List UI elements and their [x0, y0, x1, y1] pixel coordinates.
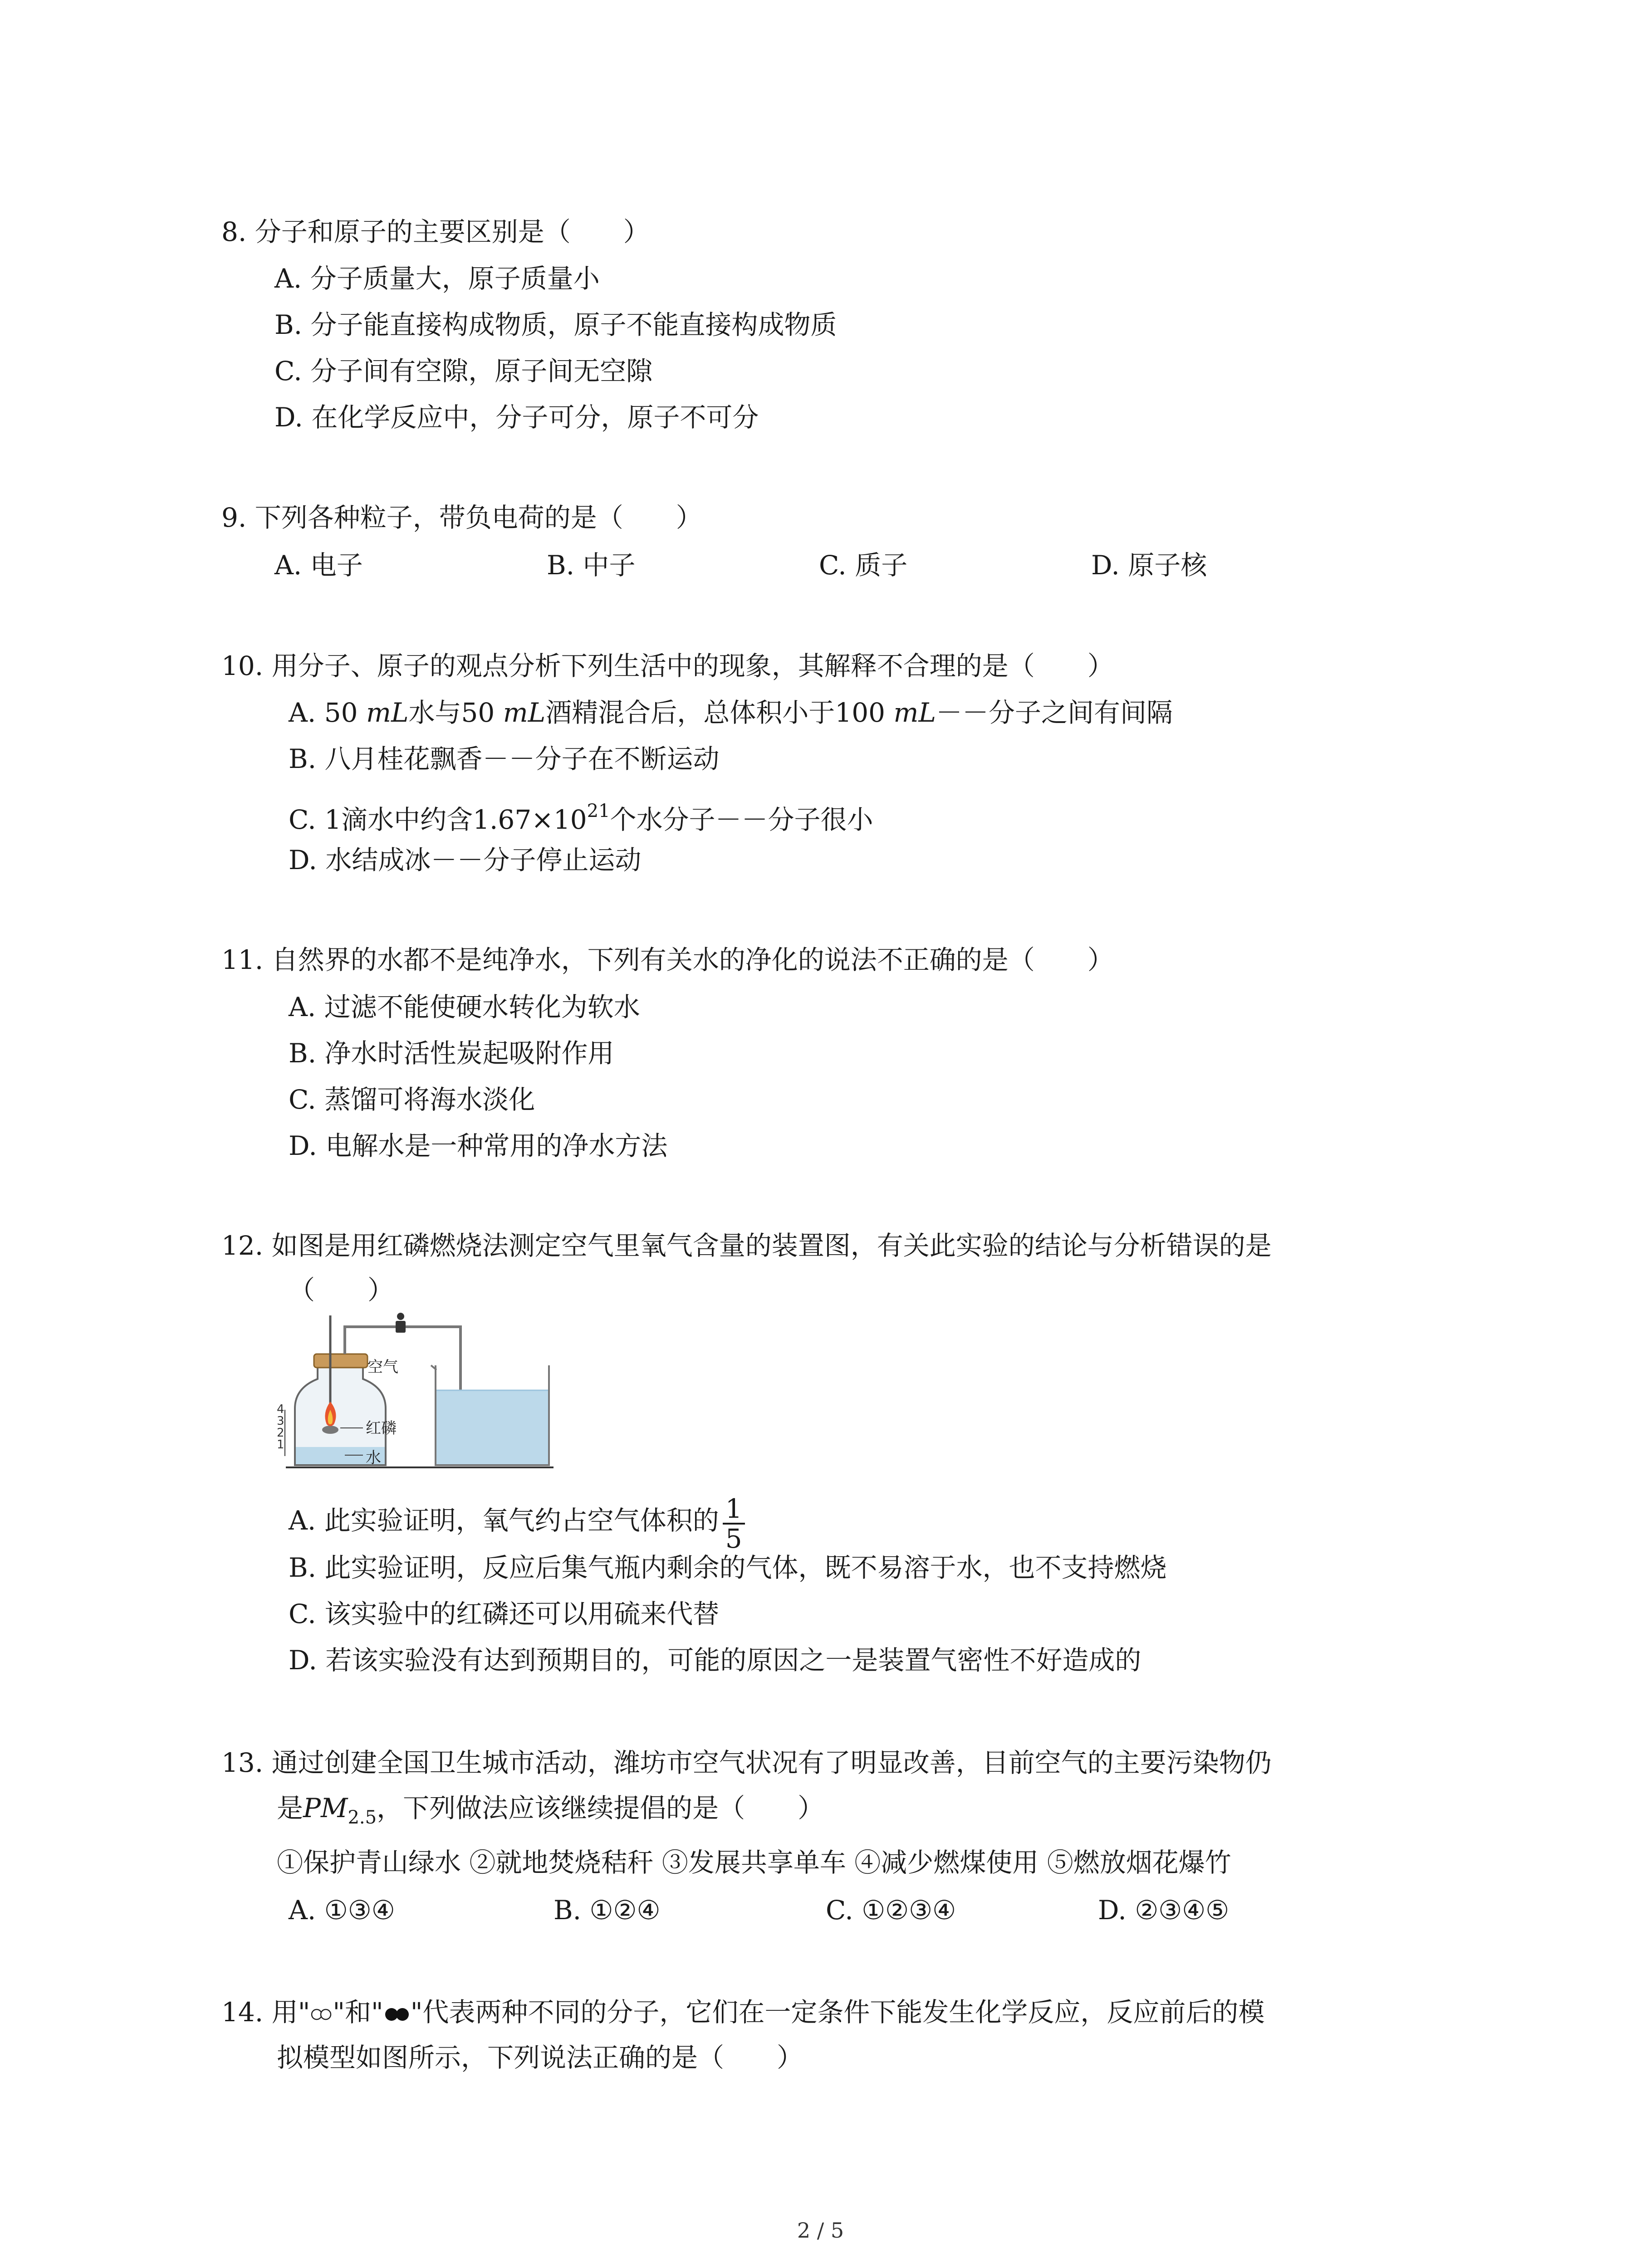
question-stem: 通过创建全国卫生城市活动，潍坊市空气状况有了明显改善，目前空气的主要污染物仍 [271, 1747, 1272, 1778]
red-phosphorus-label: 红磷 [366, 1419, 397, 1437]
question-stem: 下列各种粒子，带负电荷的是（ ） [255, 502, 702, 533]
question-8 [221, 215, 1474, 248]
air-label: 空气 [367, 1358, 398, 1376]
question-number: 8. [221, 216, 247, 247]
option-c: C. 该实验中的红磷还可以用硫来代替 [289, 1598, 720, 1629]
question-11 [221, 943, 1474, 976]
option-b: B. ①②④ [554, 1895, 661, 1926]
question-stem-continued: 是$PM_{2.5}$，下列做法应该继续提倡的是（ ） [277, 1793, 824, 1828]
question-10 [221, 650, 1474, 682]
page-number: 2 / 5 [797, 2218, 844, 2243]
question-number: 10. [221, 650, 264, 681]
option-b: B. 分子能直接构成物质，原子不能直接构成物质 [274, 309, 837, 340]
option-c: C. 蒸馏可将海水淡化 [289, 1084, 535, 1115]
scale-label: 2 [277, 1426, 284, 1440]
option-d: D. 电解水是一种常用的净水方法 [289, 1130, 668, 1161]
scale-label: 1 [277, 1438, 284, 1452]
option-c: C. ①②③④ [826, 1895, 956, 1926]
option-a: A. 此实验证明，氧气约占空气体积的 $\frac{1}{5}$ [289, 1495, 745, 1553]
question-stem-continued: 拟模型如图所示，下列说法正确的是（ ） [277, 2042, 803, 2073]
option-c: C. 分子间有空隙，原子间无空隙 [274, 356, 653, 386]
question-12 [221, 1229, 1474, 1262]
question-number: 9. [221, 502, 247, 533]
water-label: 水 [366, 1449, 381, 1467]
option-a: A. 分子质量大，原子质量小 [274, 263, 600, 294]
question-stem: 自然界的水都不是纯净水，下列有关水的净化的说法不正确的是（ ） [271, 944, 1114, 975]
option-d: D. 若该实验没有达到预期目的，可能的原因之一是装置气密性不好造成的 [289, 1645, 1141, 1676]
option-d: D. 在化学反应中，分子可分，原子不可分 [274, 402, 759, 433]
fraction-one-fifth: $\frac{1}{5}$ [723, 1495, 745, 1553]
choice-items: ①保护青山绿水 ②就地焚烧秸秆 ③发展共享单车 ④减少燃煤使用 ⑤燃放烟花爆竹 [277, 1847, 1231, 1878]
apparatus-figure [277, 1311, 622, 1474]
option-c: C. 质子 [819, 550, 908, 581]
stopper [314, 1354, 367, 1368]
question-stem: 分子和原子的主要区别是（ ） [255, 216, 650, 247]
question-number: 14. [221, 1997, 264, 2028]
option-c: C. 1滴水中约含$1.67\times 10^{21}$个水分子－－分子很小 [289, 801, 873, 835]
option-d: D. 原子核 [1091, 550, 1207, 581]
question-number: 11. [221, 944, 264, 975]
option-b: B. 八月桂花飘香－－分子在不断运动 [289, 743, 720, 774]
question-number: 12. [221, 1230, 264, 1261]
question-9 [221, 501, 1474, 534]
option-b: B. 此实验证明，反应后集气瓶内剩余的气体，既不易溶于水，也不支持燃烧 [289, 1552, 1167, 1583]
clamp [396, 1321, 406, 1333]
option-a: A. 电子 [274, 550, 363, 581]
white-molecule-icon [310, 2009, 333, 2020]
option-a: A. 过滤不能使硬水转化为软水 [289, 992, 640, 1022]
combustion-spoon [322, 1426, 338, 1434]
phosphorus-combustion-apparatus [277, 1311, 622, 1474]
question-stem: 用分子、原子的观点分析下列生活中的现象，其解释不合理的是（ ） [271, 650, 1114, 681]
black-molecule-icon [383, 2007, 411, 2022]
scale-label: 4 [277, 1403, 284, 1416]
option-d: D. ②③④⑤ [1098, 1895, 1230, 1926]
option-a: A. 50 mL水与50 mL酒精混合后，总体积小于100 mL－－分子之间有间隔 [289, 697, 1173, 728]
beaker-water [436, 1390, 548, 1464]
option-d: D. 水结成冰－－分子停止运动 [289, 845, 642, 875]
question-number: 13. [221, 1747, 264, 1778]
question-13 [221, 1746, 1474, 1779]
question-14: 14. 用" "和" "代表两种不同的分子，它们在一定条件下能发生化学反应，反应前后的模 [221, 1997, 1265, 2028]
option-b: B. 中子 [547, 550, 636, 581]
question-stem: 如图是用红磷燃烧法测定空气里氧气含量的装置图，有关此实验的结论与分析错误的是 [271, 1230, 1272, 1261]
question-stem-continued: （ ） [289, 1275, 394, 1305]
option-a: A. ①③④ [289, 1895, 395, 1926]
scale-label: 3 [277, 1414, 284, 1428]
option-b: B. 净水时活性炭起吸附作用 [289, 1038, 614, 1069]
